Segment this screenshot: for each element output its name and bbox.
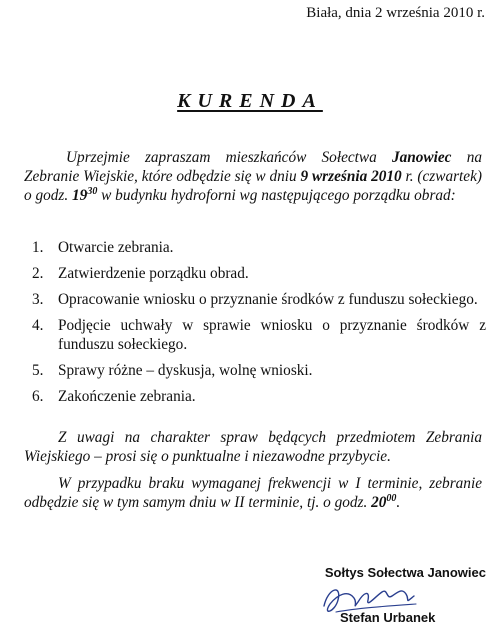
intro-text-4: w budynku hydroforni wg następującego porządku obrad: [97,187,456,204]
second-term-hour: 20 [371,494,387,511]
intro-text-2: na Zebranie Wiejskie, które odbędzie się w dniu [24,149,482,185]
agenda-text: Podjęcie uchwały w sprawie wniosku o przyznanie środków z funduszu sołeckiego. [58,317,486,353]
quorum-text: W przypadku braku wymaganej frekwencji w I terminie, zebranie odbędzie się w tym samym dniu w II terminie, tj. o godz. [24,475,482,511]
title-text: KURENDA [177,90,323,112]
invitation-paragraph [24,148,482,205]
agenda-number: 5. [32,362,44,379]
agenda-text: Otwarcie zebrania. [58,239,174,256]
agenda-item [26,238,486,257]
agenda-number: 4. [32,317,44,334]
agenda-item [26,264,486,283]
agenda-item [26,361,486,380]
intro-text-1: Uprzejmie zapraszam mieszkańców Sołectwa [66,149,392,166]
document-title [0,90,500,113]
second-term-minutes: 00 [386,493,397,504]
agenda-list [26,238,486,413]
agenda-number: 6. [32,388,44,405]
punctuality-note: Z uwagi na charakter spraw będących przedmiotem Zebrania Wiejskiego – prosi się o punktualne i niezawodne przybycie. [24,429,482,465]
agenda-text: Zakończenie zebrania. [58,388,196,405]
signatory-title: Sołtys Sołectwa Janowiec [324,565,486,580]
agenda-item [26,387,486,406]
date-line: Biała, dnia 2 września 2010 r. [306,5,485,21]
agenda-item [26,290,486,309]
agenda-text: Sprawy różne – dyskusja, wolnę wnioski. [58,362,313,379]
agenda-number: 2. [32,265,44,282]
village-name: Janowiec [391,149,452,166]
agenda-text: Zatwierdzenie porządku obrad. [58,265,249,282]
notes-section [24,428,482,520]
meeting-minutes: 30 [87,186,98,197]
signatory-name: Stefan Urbanek [340,610,436,625]
meeting-date: 9 września 2010 [300,168,402,185]
meeting-hour: 19 [72,187,88,204]
agenda-number: 1. [32,239,44,256]
agenda-item [26,316,486,354]
quorum-note [24,474,482,512]
agenda-number: 3. [32,291,44,308]
quorum-end: . [396,494,401,511]
agenda-text: Opracowanie wniosku o przyznanie środków z funduszu sołeckiego. [58,291,478,308]
intro-text-3: r. (czwartek) o godz. [24,168,482,204]
